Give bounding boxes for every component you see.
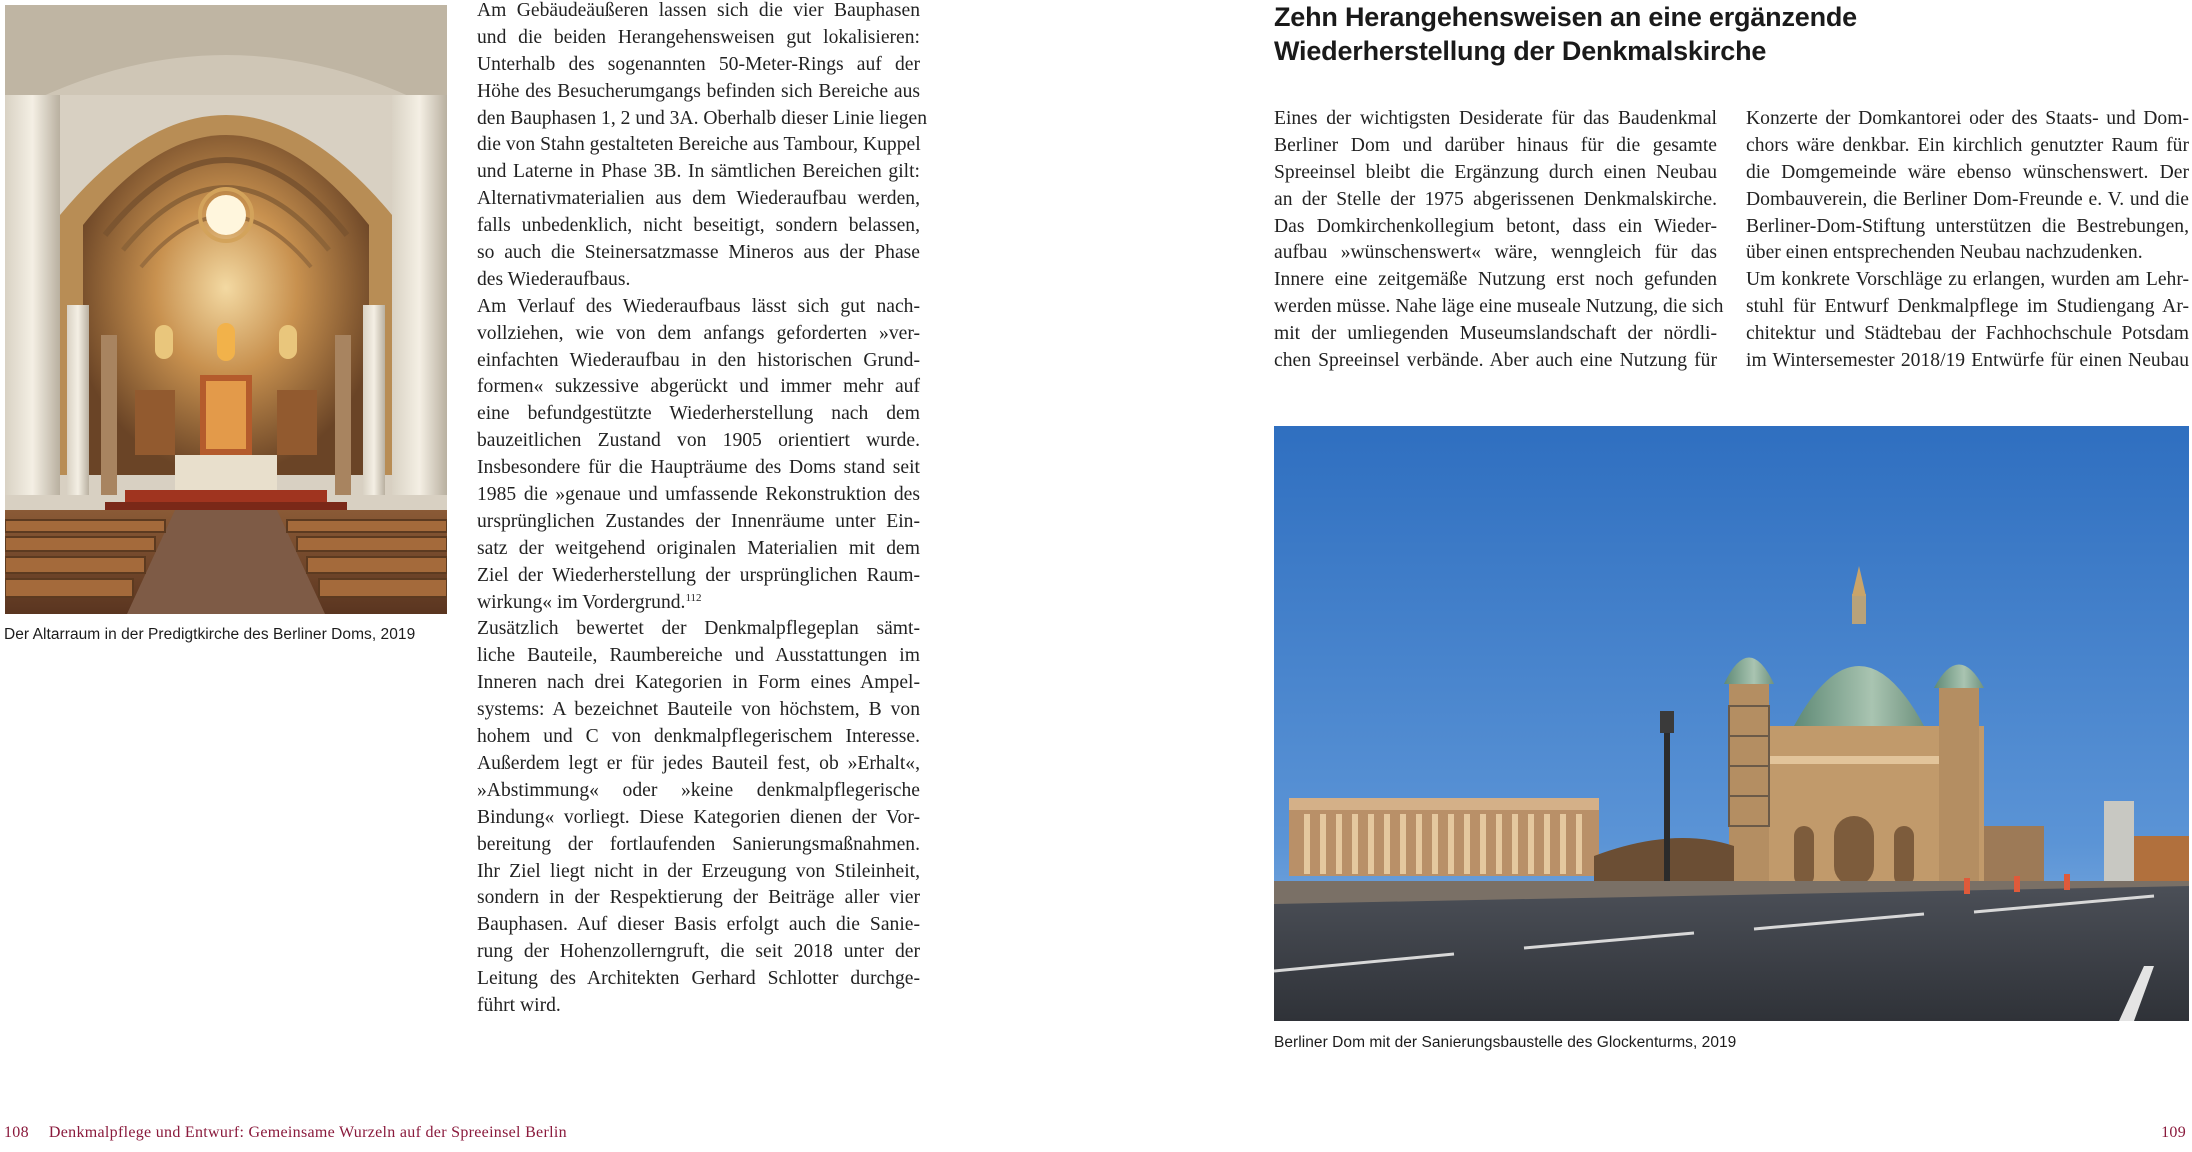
text-line: Am Verlauf des Wiederaufbaus lässt sich gut nach- — [477, 295, 920, 317]
text-line: Alternativmaterialien aus dem Wiederaufbau werden, — [477, 188, 920, 210]
text-line: systems: A bezeichnet Bauteile von höchstem, B von — [477, 699, 920, 721]
text-line: an der Stelle der 1975 abgerissenen Denkmalskirche. — [1274, 188, 1717, 210]
text-line: Insbesondere für die Haupträume des Doms stand seit — [477, 457, 920, 479]
text-line: Höhe des Besucherumgangs befinden sich Bereiche aus — [477, 80, 920, 102]
text-line: Innere eine zeitgemäße Nutzung erst noch gefunden — [1274, 269, 1717, 291]
heading-line-2: Wiederherstellung der Denkmalskirche — [1274, 36, 1767, 66]
text-line: Leitung des Architekten Gerhard Schlotter durchge- — [477, 968, 920, 990]
text-line: satz der weitgehend originalen Materialien mit dem — [477, 537, 920, 559]
text-line: Konzerte der Domkantorei oder des Staats- und Dom- — [1746, 108, 2189, 129]
text-line: chitektur und Städtebau der Fachhochschule Potsdam — [1746, 323, 2189, 345]
text-line: ursprünglichen Zustandes der Innenräume unter Ein- — [477, 510, 920, 532]
text-line: Um konkrete Vorschläge zu erlangen, wurden am Lehr- — [1746, 269, 2189, 291]
berliner-dom-caption: Berliner Dom mit der Sanierungsbaustelle des Glockenturms, 2019 — [1274, 1034, 1737, 1051]
section-heading — [1274, 0, 2174, 68]
text-line: chen Spreeinsel verbände. Aber auch eine Nutzung für — [1274, 350, 1717, 372]
text-line: hohem und C von denkmalpflegerischem Interesse. — [477, 726, 920, 748]
text-line: Spreeinsel bleibt die Ergänzung durch einen Neubau — [1274, 161, 1717, 183]
text-line: chors wäre denkbar. Ein kirchlich genutzter Raum für — [1746, 134, 2189, 156]
text-line: werden müsse. Nahe läge eine museale Nutzung, die sich — [1274, 296, 1724, 318]
left-footer — [4, 1124, 567, 1142]
text-line: »Abstimmung« oder »keine denkmalpflegerische — [477, 779, 920, 801]
text-line: formen« sukzessive abgerückt und immer mehr auf — [477, 376, 920, 398]
running-title: Denkmalpflege und Entwurf: Gemeinsame Wurzeln auf der Spreeinsel Berlin — [48, 1124, 567, 1141]
text-line: falls unbedenklich, nicht beseitigt, sondern belassen, — [477, 215, 920, 237]
text-line: Zusätzlich bewertet der Denkmalpflegeplan sämt- — [477, 618, 920, 640]
text-line: Inneren nach drei Kategorien in Form eines Ampel- — [477, 672, 920, 694]
text-line: Ziel der Wiederherstellung der ursprünglichen Raum- — [477, 564, 920, 586]
text-line: Dombauverein, die Berliner Dom-Freunde e. V. und die — [1746, 188, 2189, 210]
text-line: den Bauphasen 1, 2 und 3A. Oberhalb dieser Linie liegen — [477, 107, 927, 129]
text-line: des Wiederaufbaus. — [477, 268, 631, 290]
text-line: Bauphasen. Auf dieser Basis erfolgt auch die Sanie- — [477, 914, 920, 936]
text-line: wirkung« im Vordergrund. — [477, 591, 686, 613]
berliner-dom-photo — [1274, 426, 2189, 1021]
text-line: vollziehen, wie von dem anfangs geforderten »ver- — [477, 322, 920, 344]
text-line: bereitung der fortlaufenden Sanierungsmaßnahmen. — [477, 833, 920, 855]
right-page-column-2 — [1746, 106, 2189, 375]
text-line: Ihr Ziel liegt nicht in der Erzeugung von Stileinheit, — [477, 860, 920, 882]
text-line: stuhl für Entwurf Denkmalpflege im Studiengang Ar- — [1746, 296, 2189, 318]
altar-room-caption: Der Altarraum in der Predigtkirche des Berliner Doms, 2019 — [4, 626, 416, 643]
left-page-body — [477, 0, 927, 1020]
text-line: einfachten Wiederaufbau in den historischen Grund- — [477, 349, 920, 371]
text-line: Eines der wichtigsten Desiderate für das Baudenkmal — [1274, 108, 1717, 129]
text-line: Bindung« vorliegt. Diese Kategorien dienen der Vor- — [477, 806, 920, 828]
text-line: rung der Hohenzollerngruft, die seit 2018 unter der — [477, 941, 920, 963]
text-line: Das Domkirchenkollegium betont, dass ein Wieder- — [1274, 215, 1717, 237]
text-line: so auch die Steinersatzmasse Mineros aus der Phase — [477, 242, 920, 264]
text-line: Am Gebäudeäußeren lassen sich die vier Bauphasen — [477, 0, 920, 21]
footnote-reference: 112 — [685, 591, 702, 604]
text-line: Unterhalb des sogenannten 50-Meter-Rings auf der — [477, 53, 920, 75]
text-line: liche Bauteile, Raumbereiche und Ausstattungen im — [477, 645, 920, 667]
altar-room-photo — [5, 5, 447, 614]
heading-line-1: Zehn Herangehensweisen an eine ergänzende — [1274, 2, 1857, 32]
left-page-number: 108 — [4, 1124, 29, 1141]
text-line: aufbau »wünschenswert« wäre, wenngleich für das — [1274, 242, 1717, 264]
text-line: und Laterne in Phase 3B. In sämtlichen Bereichen gilt: — [477, 161, 920, 183]
right-page-column-1 — [1274, 106, 1724, 375]
text-line: eine befundgestützte Wiederherstellung nach dem — [477, 403, 920, 425]
right-page-number: 109 — [2161, 1124, 2186, 1141]
text-line: Berliner-Dom-Stiftung unterstützen die Bestrebungen, — [1746, 215, 2189, 237]
text-line: und die beiden Herangehensweisen gut lokalisieren: — [477, 26, 920, 48]
text-line: im Wintersemester 2018/19 Entwürfe für einen Neubau — [1746, 350, 2189, 372]
text-line-with-footnote — [477, 590, 920, 617]
text-line: die von Stahn gestalteten Bereiche aus Tambour, Kuppel — [477, 134, 921, 156]
text-line: bauzeitlichen Zustand von 1905 orientiert wurde. — [477, 430, 920, 452]
text-line: 1985 die »genaue und umfassende Rekonstruktion des — [477, 484, 920, 506]
text-line: mit der umliegenden Museumslandschaft der nördli- — [1274, 323, 1717, 345]
text-line: sondern in der Respektierung der Beiträge aller vier — [477, 887, 920, 909]
text-line: die Domgemeinde wäre ebenso wünschenswert. Der — [1746, 161, 2189, 183]
text-line: über einen entsprechenden Neubau nachzudenken. — [1746, 242, 2143, 264]
text-line: Außerdem legt er für jedes Bauteil fest, ob »Erhalt«, — [477, 752, 920, 774]
text-line: Berliner Dom und darüber hinaus für die gesamte — [1274, 134, 1717, 156]
text-line: führt wird. — [477, 994, 561, 1016]
